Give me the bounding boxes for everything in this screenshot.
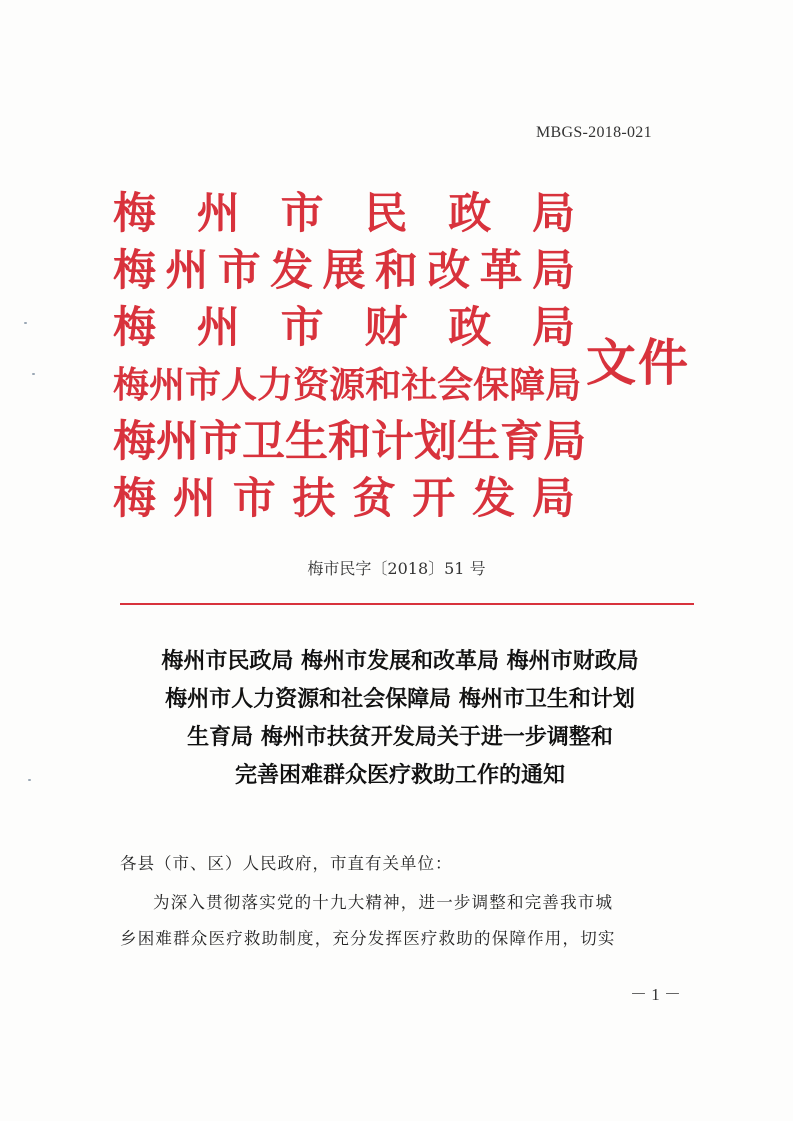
issuer-char: 州 (156, 417, 199, 467)
issuer-char: 局 (531, 189, 575, 239)
issuer-char: 生 (457, 417, 500, 467)
issuer-char: 力 (257, 364, 294, 406)
issuer-char: 局 (531, 303, 575, 353)
issuer-char: 人 (221, 364, 258, 406)
issuer-char: 梅 (113, 246, 156, 296)
issuer-char: 市 (199, 417, 242, 467)
issuer-char: 梅 (113, 303, 156, 353)
document-number: 梅市民字〔2018〕51 号 (307, 559, 486, 578)
title-line: 完善困难群众医疗救助工作的通知 (234, 763, 565, 788)
issuer-char: 局 (545, 364, 582, 406)
issuer-char: 市 (280, 303, 324, 353)
body-line: 为深入贯彻落实党的十九大精神，进一步调整和完善我市城 (153, 893, 614, 912)
issuer-char: 市 (217, 246, 261, 296)
issuer-char: 会 (437, 364, 474, 406)
issuer-char: 梅 (113, 189, 156, 239)
issuer-char: 民 (364, 189, 408, 239)
issuer-char: 划 (414, 417, 457, 467)
page-number: － 1 － (630, 985, 681, 1004)
issuer-char: 州 (196, 303, 240, 353)
issuer-line (113, 186, 575, 243)
title-line: 生育局 梅州市扶贫开发局关于进一步调整和 (187, 725, 613, 750)
issuer-char: 社 (401, 364, 438, 406)
issuer-char: 卫 (242, 417, 285, 467)
issuer-line (113, 471, 575, 528)
issuer-char: 发 (270, 246, 314, 296)
red-divider-line (120, 603, 694, 605)
issuer-char: 和 (328, 417, 371, 467)
issuer-char: 和 (365, 364, 402, 406)
issuer-char: 计 (371, 417, 414, 467)
issuer-char: 生 (285, 417, 328, 467)
issuer-char: 梅 (113, 364, 150, 406)
issuer-line (113, 243, 575, 300)
issuer-char: 开 (412, 474, 456, 524)
body-text (120, 885, 680, 957)
issuer-char: 革 (479, 246, 523, 296)
issuer-char: 扶 (292, 474, 336, 524)
title-line: 梅州市人力资源和社会保障局 梅州市卫生和计划 (165, 687, 635, 712)
issuer-char: 州 (165, 246, 209, 296)
scan-speck (32, 373, 35, 375)
issuer-char: 源 (329, 364, 366, 406)
issuer-char: 州 (172, 474, 216, 524)
issuer-char: 州 (196, 189, 240, 239)
issuer-char: 局 (532, 246, 575, 296)
body-line: 乡困难群众医疗救助制度，充分发挥医疗救助的保障作用，切实 (120, 929, 616, 948)
issuer-char: 展 (322, 246, 366, 296)
issuer-char: 贫 (352, 474, 396, 524)
document-code: MBGS-2018-021 (536, 124, 652, 141)
issuer-char: 保 (473, 364, 510, 406)
issuer-char: 市 (185, 364, 222, 406)
document-title (100, 643, 700, 795)
issuer-char: 市 (280, 189, 324, 239)
issuer-char: 发 (472, 474, 516, 524)
issuer-char: 梅 (113, 474, 156, 524)
issuer-char: 政 (448, 189, 492, 239)
issuer-line (113, 300, 575, 357)
issuer-char: 政 (448, 303, 492, 353)
document-type-label: 文件 (586, 333, 690, 392)
addressee: 各县（市、区）人民政府，市直有关单位： (120, 854, 453, 873)
issuer-char: 和 (374, 246, 418, 296)
issuer-line (113, 357, 582, 414)
issuer-char: 育 (500, 417, 543, 467)
issuer-char: 障 (509, 364, 546, 406)
issuer-char: 州 (149, 364, 186, 406)
issuer-char: 局 (543, 417, 586, 467)
issuer-char: 改 (427, 246, 471, 296)
issuer-char: 梅 (113, 417, 156, 467)
issuer-line (113, 414, 586, 471)
issuer-char: 财 (364, 303, 408, 353)
title-line: 梅州市民政局 梅州市发展和改革局 梅州市财政局 (161, 649, 639, 674)
issuer-char: 局 (531, 474, 575, 524)
scan-speck (28, 779, 31, 781)
issuing-agencies (113, 186, 586, 528)
issuer-char: 市 (232, 474, 276, 524)
scan-speck (24, 322, 27, 324)
issuer-char: 资 (293, 364, 330, 406)
